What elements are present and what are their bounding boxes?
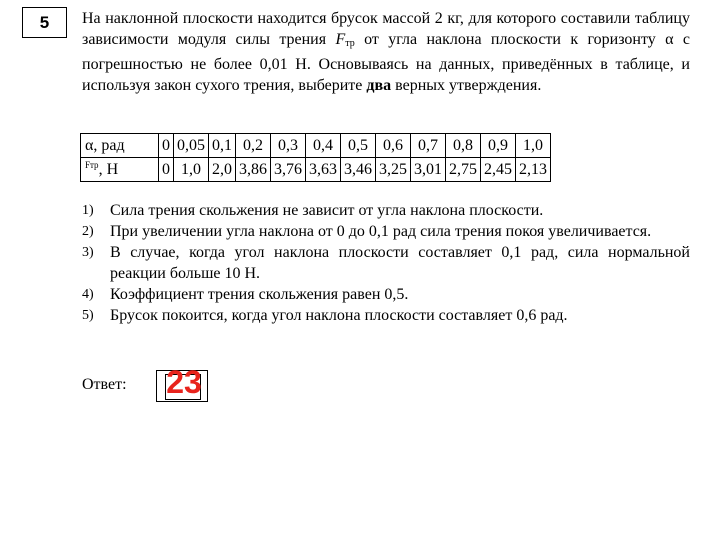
problem-text-end: верных утверждения. bbox=[391, 77, 542, 94]
force-header-symbol bbox=[85, 160, 99, 170]
table-cell-force: 2,0 bbox=[209, 158, 236, 182]
option-number: 2) bbox=[82, 224, 94, 239]
option-text: При увеличении угла наклона от 0 до 0,1 рад сила трения покоя увеличивается. bbox=[110, 223, 652, 240]
task-number: 5 bbox=[39, 12, 50, 32]
table-cell-angle: 0,7 bbox=[411, 134, 446, 158]
table-header-force bbox=[81, 158, 159, 182]
table-cell-angle: 0 bbox=[159, 134, 174, 158]
option-number: 5) bbox=[82, 308, 94, 323]
table-cell-force: 3,01 bbox=[411, 158, 446, 182]
table-cell-angle: 0,8 bbox=[446, 134, 481, 158]
table-cell-force: 3,46 bbox=[341, 158, 376, 182]
option-number: 4) bbox=[82, 287, 94, 302]
option-number: 3) bbox=[82, 245, 94, 260]
problem-text-before: На наклонной плоскости находится брусок массой 2 кг, для которого составили таблицу зависимости модуля силы трения bbox=[82, 10, 690, 48]
table-cell-angle: 0,2 bbox=[236, 134, 271, 158]
table-cell-force: 3,86 bbox=[236, 158, 271, 182]
table-cell-angle: 0,9 bbox=[481, 134, 516, 158]
force-header-unit: , Н bbox=[98, 161, 119, 178]
answer-options bbox=[82, 200, 690, 326]
table-cell-force: 0 bbox=[159, 158, 174, 182]
table-row-force bbox=[81, 158, 551, 182]
table-cell-angle: 0,6 bbox=[376, 134, 411, 158]
force-header-letter: F bbox=[85, 160, 91, 170]
option-text: Брусок покоится, когда угол наклона плоскости составляет 0,6 рад. bbox=[110, 307, 568, 324]
option-item bbox=[82, 305, 690, 326]
table-row-angle bbox=[81, 134, 551, 158]
problem-text-after: от угла наклона плоскости к горизонту α с погрешностью не более 0,01 Н. Основываясь на данных, приведённых в таблице, и используя закон сухого трения, выберите bbox=[82, 31, 690, 94]
table-cell-force: 2,75 bbox=[446, 158, 481, 182]
force-symbol-subscript: тр bbox=[345, 38, 355, 49]
table-cell-force: 2,45 bbox=[481, 158, 516, 182]
table-cell-force: 1,0 bbox=[174, 158, 209, 182]
table-cell-force: 3,25 bbox=[376, 158, 411, 182]
option-item bbox=[82, 200, 690, 221]
force-symbol-letter: F bbox=[335, 31, 346, 48]
option-text: Сила трения скольжения не зависит от угла наклона плоскости. bbox=[110, 202, 544, 219]
table-cell-angle: 0,4 bbox=[306, 134, 341, 158]
option-item bbox=[82, 284, 690, 305]
table-cell-force: 3,76 bbox=[271, 158, 306, 182]
option-item bbox=[82, 221, 690, 242]
friction-table bbox=[80, 133, 551, 182]
table-cell-angle: 0,5 bbox=[341, 134, 376, 158]
force-symbol bbox=[335, 31, 354, 48]
option-text: Коэффициент трения скольжения равен 0,5. bbox=[110, 286, 409, 303]
option-number: 1) bbox=[82, 203, 94, 218]
table-cell-angle: 0,1 bbox=[209, 134, 236, 158]
table-cell-force: 3,63 bbox=[306, 158, 341, 182]
table-cell-angle: 1,0 bbox=[516, 134, 551, 158]
table-header-angle: α, рад bbox=[81, 134, 159, 158]
table-cell-force: 2,13 bbox=[516, 158, 551, 182]
problem-emphasis: два bbox=[366, 77, 392, 94]
force-header-subscript: тр bbox=[90, 160, 99, 170]
answer-label: Ответ: bbox=[82, 376, 127, 393]
table-cell-angle: 0,3 bbox=[271, 134, 306, 158]
problem-statement bbox=[82, 8, 690, 96]
answer-value: 23 bbox=[166, 364, 202, 400]
task-number-box bbox=[22, 7, 67, 38]
option-text: В случае, когда угол наклона плоскости составляет 0,1 рад, сила нормальной реакции больше 10 Н. bbox=[110, 244, 690, 282]
option-item bbox=[82, 242, 690, 284]
table-cell-angle: 0,05 bbox=[174, 134, 209, 158]
